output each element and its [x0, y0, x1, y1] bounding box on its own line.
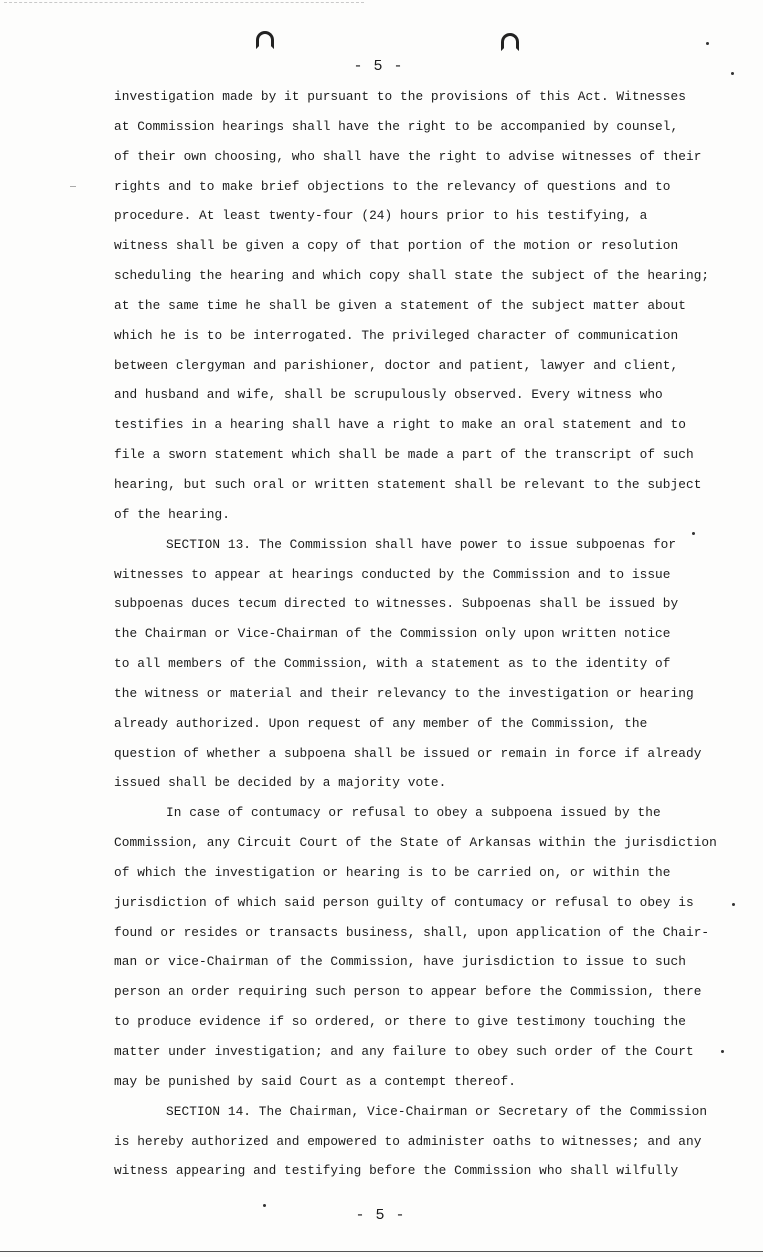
text-line: procedure. At least twenty-four (24) hours prior to his testifying, a	[114, 208, 648, 224]
text-line: witness shall be given a copy of that portion of the motion or resolution	[114, 238, 679, 254]
margin-mark	[70, 186, 76, 187]
text-line: file a sworn statement which shall be made a part of the transcript of such	[114, 447, 694, 463]
binding-hole-mark-left	[256, 31, 274, 49]
text-line: hearing, but such oral or written statement shall be relevant to the subject	[114, 476, 702, 492]
page-number-bottom: - 5 -	[355, 1207, 406, 1224]
text-line: subpoenas duces tecum directed to witnesses. Subpoenas shall be issued by	[114, 596, 679, 612]
text-line: SECTION 13. The Commission shall have power to issue subpoenas for	[166, 536, 677, 552]
document-body	[114, 82, 717, 1186]
text-line: In case of contumacy or refusal to obey a subpoena issued by the	[166, 805, 661, 821]
text-line: testifies in a hearing shall have a right to make an oral statement and to	[114, 417, 686, 433]
text-line: rights and to make brief objections to the relevancy of questions and to	[114, 178, 671, 194]
text-line: issued shall be decided by a majority vote.	[114, 775, 447, 791]
text-line: witnesses to appear at hearings conducted by the Commission and to issue	[114, 566, 671, 582]
text-line: of which the investigation or hearing is to be carried on, or within the	[114, 864, 671, 880]
text-line: matter under investigation; and any failure to obey such order of the Court	[114, 1044, 694, 1059]
text-line: investigation made by it pursuant to the provisions of this Act. Witnesses	[114, 89, 686, 104]
text-line: jurisdiction of which said person guilty of contumacy or refusal to obey is	[114, 894, 694, 910]
text-line: question of whether a subpoena shall be issued or remain in force if already	[114, 745, 702, 761]
text-line: between clergyman and parishioner, doctor and patient, lawyer and client,	[114, 357, 679, 373]
text-line: witness appearing and testifying before the Commission who shall wilfully	[114, 1163, 679, 1179]
text-line: to all members of the Commission, with a statement as to the identity of	[114, 656, 671, 672]
text-line: is hereby authorized and empowered to administer oaths to witnesses; and any	[114, 1133, 702, 1149]
scan-speck	[721, 1050, 724, 1053]
text-line: may be punished by said Court as a contempt thereof.	[114, 1073, 516, 1089]
text-line: and husband and wife, shall be scrupulously observed. Every witness who	[114, 387, 663, 403]
scan-speck	[706, 42, 709, 45]
page-number-top: - 5 -	[353, 58, 404, 75]
text-line: of their own choosing, who shall have the right to advise witnesses of their	[114, 148, 702, 164]
text-line: the witness or material and their relevancy to the investigation or hearing	[114, 685, 694, 701]
text-line: scheduling the hearing and which copy shall state the subject of the hearing;	[114, 268, 710, 284]
text-line: at Commission hearings shall have the right to be accompanied by counsel,	[114, 118, 679, 134]
scan-speck	[732, 903, 735, 906]
top-edge-dashes	[4, 2, 364, 3]
text-line: at the same time he shall be given a statement of the subject matter about	[114, 297, 686, 313]
text-line: Commission, any Circuit Court of the State of Arkansas within the jurisdiction	[114, 835, 717, 851]
binding-hole-mark-right	[501, 33, 519, 51]
text-line: man or vice-Chairman of the Commission, have jurisdiction to issue to such	[114, 954, 686, 970]
text-line: SECTION 14. The Chairman, Vice-Chairman or Secretary of the Commission	[166, 1103, 708, 1119]
text-line: which he is to be interrogated. The privileged character of communication	[114, 327, 679, 343]
bottom-edge-rule	[0, 1251, 763, 1252]
text-line: the Chairman or Vice-Chairman of the Commission only upon written notice	[114, 626, 671, 642]
text-line: of the hearing.	[114, 506, 230, 522]
text-line: to produce evidence if so ordered, or there to give testimony touching the	[114, 1014, 686, 1030]
text-line: already authorized. Upon request of any member of the Commission, the	[114, 715, 648, 731]
text-line: person an order requiring such person to appear before the Commission, there	[114, 984, 702, 1000]
text-line: found or resides or transacts business, shall, upon application of the Chair-	[114, 924, 710, 940]
